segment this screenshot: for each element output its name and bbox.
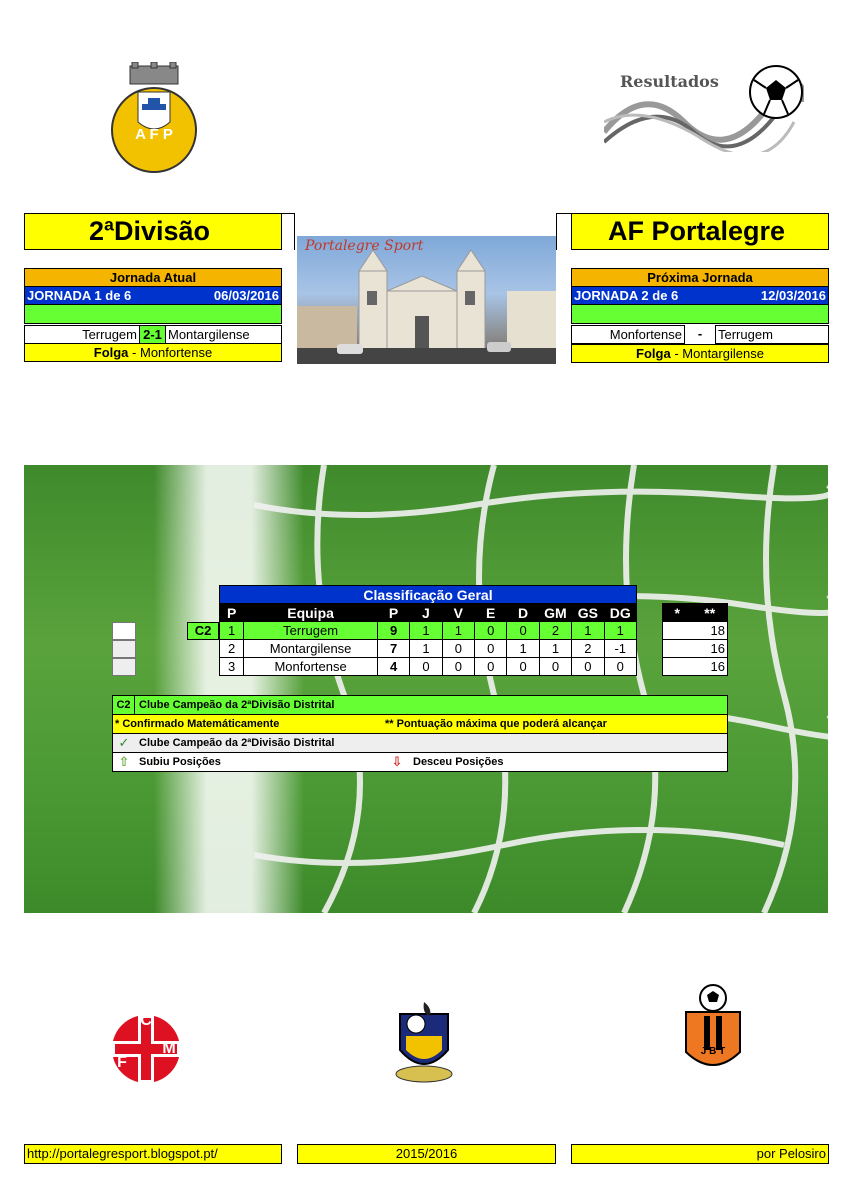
legend-c2-code: C2 (113, 696, 135, 714)
next-round-label: JORNADA 2 de 6 (574, 288, 679, 303)
blog-url-link[interactable]: http://portalegresport.blogspot.pt/ (27, 1146, 218, 1161)
association-title-text: AF Portalegre (608, 216, 786, 246)
standings-title: Classificação Geral (219, 585, 637, 604)
table-row (663, 658, 728, 676)
cathedral-photo (297, 236, 556, 364)
col-played-header: J (410, 604, 442, 622)
current-round-bar (24, 287, 282, 305)
legend-up-text: Subiu Posições (139, 756, 221, 768)
row-draws: 0 (475, 658, 507, 676)
next-round-heading: Próxima Jornada (571, 268, 829, 287)
current-folga-label: Folga (93, 345, 129, 360)
row-max-points: 16 (692, 640, 728, 658)
col-goals-for-header: GM (539, 604, 571, 622)
current-round-heading: Jornada Atual (24, 268, 282, 287)
arrow-down-icon: ⇩ (391, 754, 403, 769)
current-round-date: 06/03/2016 (213, 288, 279, 303)
position-change-box-2 (112, 640, 136, 658)
results-logo (604, 62, 804, 152)
goal-net-background (24, 465, 828, 913)
next-home-team: Monfortense (571, 325, 685, 344)
row-wins: 0 (442, 658, 474, 676)
row-played: 1 (410, 622, 442, 640)
row-pos: 1 (220, 622, 244, 640)
legend-c2-row (112, 695, 728, 715)
next-round-panel (571, 268, 829, 363)
current-folga-sep: - (128, 345, 140, 360)
row-losses: 0 (507, 658, 539, 676)
next-folga-sep: - (670, 346, 683, 361)
legend-max-points-text: ** Pontuação máxima que poderá alcançar (385, 718, 607, 730)
col-goal-diff-header: DG (604, 604, 637, 622)
row-losses: 0 (507, 622, 539, 640)
cfm-letter-f: F (117, 1054, 127, 1071)
next-folga-team: Montargilense (682, 346, 764, 361)
arrow-up-icon: ⇧ (118, 754, 130, 769)
next-folga-label: Folga (636, 346, 671, 361)
col-pos-header: P (220, 604, 244, 622)
row-played: 1 (410, 640, 442, 658)
jbt-letters: J B T (700, 1046, 726, 1057)
photo-caption: Portalegre Sport (305, 238, 424, 254)
check-icon: ✓ (118, 735, 130, 750)
row-wins: 0 (442, 640, 474, 658)
legend-check-text: Clube Campeão da 2ªDivisão Distrital (139, 737, 335, 749)
legend-arrows-row (112, 753, 728, 772)
montargilense-club-logo (392, 1000, 456, 1086)
division-title-text: 2ªDivisão (89, 216, 211, 246)
row-goal-diff: -1 (604, 640, 637, 658)
row-confirmed (663, 622, 692, 640)
row-max-points: 18 (692, 622, 728, 640)
champion-badge: C2 (187, 622, 219, 640)
row-wins: 1 (442, 622, 474, 640)
legend-confirmed-row (112, 715, 728, 734)
title-connector-right (556, 213, 572, 250)
max-points-header-row (663, 604, 728, 622)
row-played: 0 (410, 658, 442, 676)
col-team-header: Equipa (244, 604, 378, 622)
current-round-match (24, 325, 282, 344)
row-pos: 3 (220, 658, 244, 676)
association-title (571, 213, 829, 250)
cfm-club-logo (110, 1010, 182, 1088)
col-draws-header: E (475, 604, 507, 622)
row-goals-for: 0 (539, 658, 571, 676)
row-goals-for: 2 (539, 622, 571, 640)
row-points: 7 (377, 640, 409, 658)
col-losses-header: D (507, 604, 539, 622)
next-round-date: 12/03/2016 (760, 288, 826, 303)
row-goal-diff: 0 (604, 658, 637, 676)
division-title (24, 213, 282, 250)
current-folga (24, 344, 282, 362)
afp-logo-letters: A F P (135, 126, 173, 143)
row-goal-diff: 1 (604, 622, 637, 640)
row-losses: 1 (507, 640, 539, 658)
row-draws: 0 (475, 622, 507, 640)
legend-confirmed-text: * Confirmado Matemáticamente (115, 718, 280, 730)
next-round-bar (571, 287, 829, 305)
legend-down-text: Desceu Posições (413, 756, 504, 768)
table-row (220, 640, 637, 658)
table-row (220, 658, 637, 676)
current-home-team: Terrugem (24, 325, 140, 344)
next-score: - (697, 326, 703, 341)
next-round-spacer (571, 305, 829, 324)
current-round-label: JORNADA 1 de 6 (27, 288, 132, 303)
col-confirmed-header: * (663, 604, 692, 622)
col-goals-against-header: GS (572, 604, 604, 622)
col-points-header: P (377, 604, 409, 622)
title-connector-left (281, 213, 295, 250)
table-row (663, 640, 728, 658)
row-team: Terrugem (244, 622, 378, 640)
row-confirmed (663, 658, 692, 676)
legend-c2-text: Clube Campeão da 2ªDivisão Distrital (139, 699, 335, 711)
row-confirmed (663, 640, 692, 658)
row-points: 9 (377, 622, 409, 640)
next-away-team: Terrugem (715, 325, 829, 344)
row-goals-for: 1 (539, 640, 571, 658)
footer-url-box (24, 1144, 282, 1164)
current-score: 2-1 (140, 325, 166, 344)
col-wins-header: V (442, 604, 474, 622)
current-away-team: Montargilense (166, 325, 282, 344)
row-draws: 0 (475, 640, 507, 658)
legend-check-row (112, 734, 728, 753)
row-goals-against: 0 (572, 658, 604, 676)
max-points-table (662, 603, 728, 676)
results-logo-text: Resultados (620, 72, 719, 91)
jbt-club-logo (682, 982, 744, 1082)
legend-panel (112, 695, 728, 772)
next-folga (571, 344, 829, 363)
footer-author: por Pelosiro (571, 1144, 829, 1164)
table-row (220, 622, 637, 640)
footer-season: 2015/2016 (297, 1144, 556, 1164)
current-round-spacer (24, 305, 282, 324)
row-goals-against: 2 (572, 640, 604, 658)
current-round-panel (24, 268, 282, 362)
next-round-match (571, 325, 829, 344)
table-row (663, 622, 728, 640)
col-max-header: ** (692, 604, 728, 622)
cfm-letter-m: M (162, 1040, 176, 1057)
row-team: Montargilense (244, 640, 378, 658)
afp-logo (108, 62, 200, 174)
position-change-box-1 (112, 622, 136, 640)
standings-header-row (220, 604, 637, 622)
row-goals-against: 1 (572, 622, 604, 640)
row-max-points: 16 (692, 658, 728, 676)
standings-table (219, 603, 637, 676)
position-change-box-3 (112, 658, 136, 676)
cfm-letter-c: C (140, 1012, 152, 1029)
current-folga-team: Monfortense (139, 345, 213, 360)
row-pos: 2 (220, 640, 244, 658)
row-points: 4 (377, 658, 409, 676)
row-team: Monfortense (244, 658, 378, 676)
